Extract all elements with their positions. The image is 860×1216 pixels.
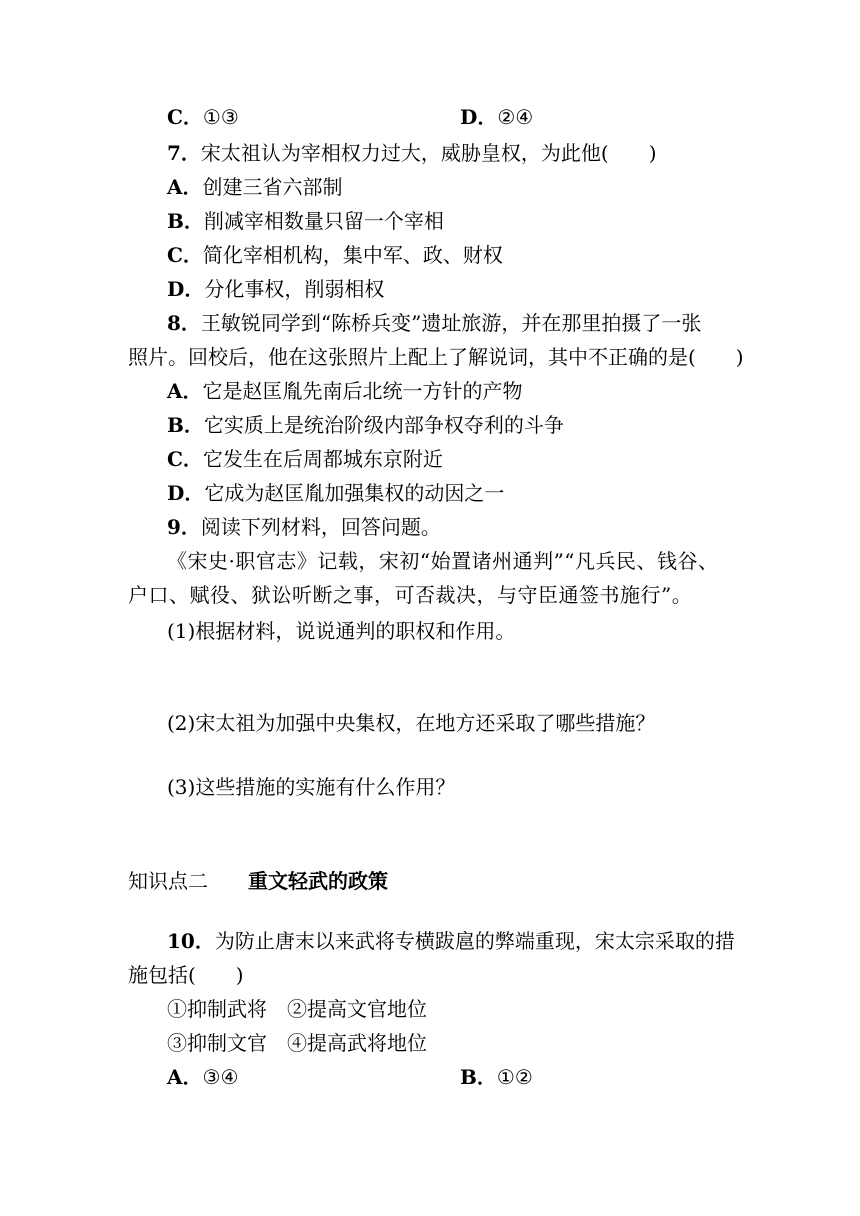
option-letter: A．: [167, 175, 203, 199]
q8-stem-line2: 照片。回校后，他在这张照片上配上了解说词，其中不正确的是( ): [128, 345, 744, 369]
q6-option-c: [167, 104, 239, 130]
q7-option-c: [167, 242, 503, 268]
question-text: 阅读下列材料，回答问题。: [200, 515, 441, 539]
subquestion-text: (1)根据材料，说说通判的职权和作用。: [167, 619, 516, 643]
q10-stem-line2: 施包括( ): [128, 963, 244, 987]
option-text: 创建三省六部制: [202, 175, 343, 199]
option-text: 它实质上是统治阶级内部争权夺利的斗争: [203, 413, 564, 437]
q6-option-d: [460, 104, 533, 130]
question-text: 为防止唐末以来武将专横跋扈的弊端重现，宋太宗采取的措: [214, 929, 735, 953]
q8-option-d: [167, 480, 504, 506]
question-number: 10．: [167, 929, 215, 953]
question-number: 7．: [167, 141, 201, 165]
option-text: 削减宰相数量只留一个宰相: [203, 209, 444, 233]
option-letter: A．: [167, 379, 203, 403]
q7-option-d: [167, 276, 384, 302]
option-text: 它是赵匡胤先南后北统一方针的产物: [202, 379, 523, 403]
q10-items-line1: ①抑制武将 ②提高文官地位: [167, 997, 427, 1021]
q10-option-b: [460, 1064, 533, 1090]
q8-option-b: [167, 412, 564, 438]
option-text: ②④: [497, 105, 534, 129]
option-text: ③④: [202, 1065, 239, 1089]
question-text: 宋太祖认为宰相权力过大，威胁皇权，为此他( ): [200, 141, 657, 165]
q8-stem-line1: [167, 310, 701, 336]
question-number: 9．: [167, 515, 201, 539]
option-letter: B．: [167, 209, 204, 233]
q9-material-line1: 《宋史·职官志》记载，宋初“始置诸州通判”“凡兵民、钱谷、: [167, 549, 719, 573]
option-letter: C．: [167, 447, 203, 471]
q7-option-a: [167, 174, 343, 200]
option-letter: B．: [460, 1065, 497, 1089]
option-text: ①②: [496, 1065, 533, 1089]
q8-option-c: [167, 446, 443, 472]
q10-items-line2: ③抑制文官 ④提高武将地位: [167, 1031, 427, 1055]
option-letter: D．: [167, 481, 205, 505]
question-number: 8．: [167, 311, 201, 335]
q9-material-line2: 户口、赋役、狱讼听断之事，可否裁决，与守臣通签书施行”。: [128, 583, 693, 607]
option-letter: C．: [167, 243, 203, 267]
option-text: 分化事权，削弱相权: [204, 277, 385, 301]
section-title: 重文轻武的政策: [248, 869, 388, 893]
option-text: 简化宰相机构，集中军、政、财权: [202, 243, 503, 267]
q7-stem: [167, 140, 657, 166]
option-text: 它成为赵匡胤加强集权的动因之一: [204, 481, 505, 505]
option-letter: B．: [167, 413, 204, 437]
option-text: ①③: [202, 105, 239, 129]
option-text: 它发生在后周都城东京附近: [202, 447, 443, 471]
subquestion-text: (3)这些措施的实施有什么作用？: [167, 775, 456, 799]
question-text: 王敏锐同学到“陈桥兵变”遗址旅游，并在那里拍摄了一张: [200, 311, 702, 335]
q8-option-a: [167, 378, 523, 404]
q10-option-a: [167, 1064, 238, 1090]
option-letter: C．: [167, 105, 203, 129]
q7-option-b: [167, 208, 444, 234]
q9-stem: [167, 514, 441, 540]
subquestion-text: (2)宋太祖为加强中央集权，在地方还采取了哪些措施？: [167, 711, 656, 735]
q9-subquestion-3: [167, 774, 455, 800]
section-label: 知识点二: [128, 869, 208, 893]
q10-stem-line1: [167, 928, 735, 954]
option-letter: A．: [167, 1065, 203, 1089]
option-letter: D．: [460, 105, 498, 129]
option-letter: D．: [167, 277, 205, 301]
q9-subquestion-2: [167, 710, 655, 736]
q9-subquestion-1: [167, 618, 515, 644]
